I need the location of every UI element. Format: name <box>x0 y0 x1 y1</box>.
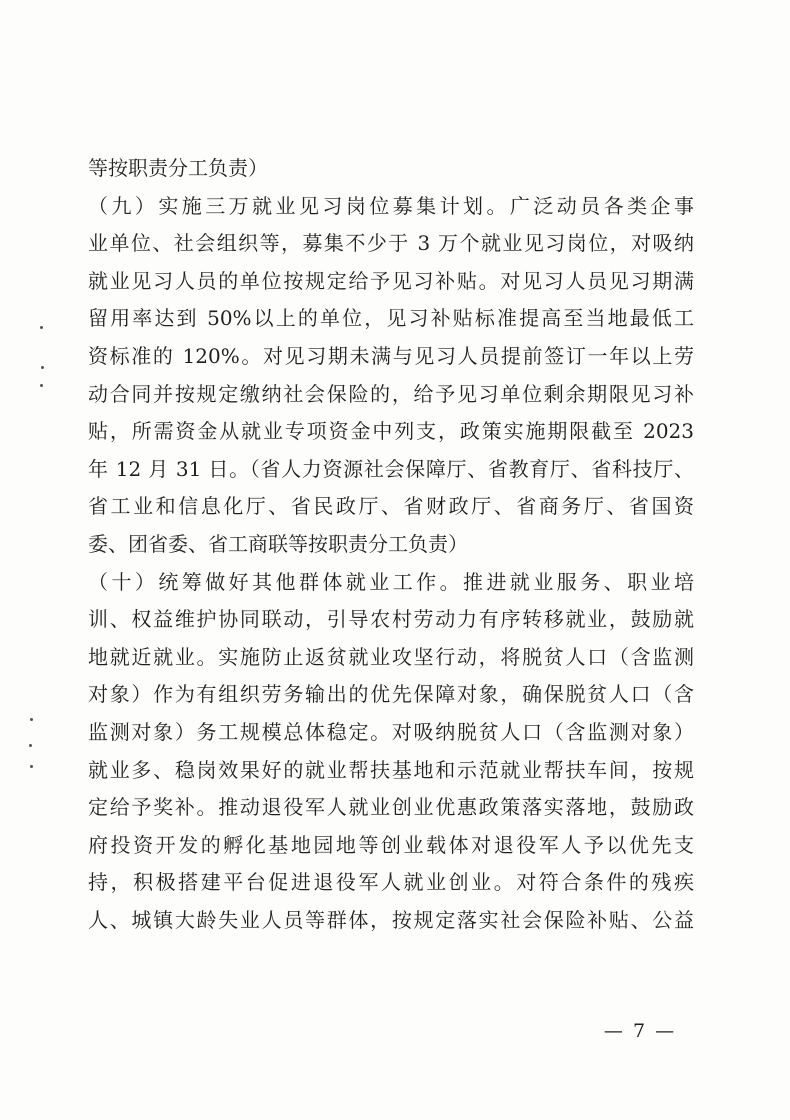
text-line: 府投资开发的孵化基地园地等创业载体对退役军人予以优先支 <box>88 832 694 857</box>
text-line: 训、权益维护协同联动，引导农村劳动力有序转移就业，鼓励就 <box>88 607 694 632</box>
text-line: 委、团省委、省工商联等按职责分工负责） <box>88 531 468 556</box>
text-line: 省工业和信息化厅、省民政厅、省财政厅、省商务厅、省国资 <box>88 494 694 519</box>
text-line: 等按职责分工负责） <box>88 156 268 180</box>
text-line: 对象）作为有组织劳务输出的优先保障对象，确保脱贫人口（含 <box>88 682 694 707</box>
text-line: 就业多、稳岗效果好的就业帮扶基地和示范就业帮扶车间，按规 <box>88 757 694 782</box>
scan-speck <box>29 744 32 747</box>
text-line: （九）实施三万就业见习岗位募集计划。广泛动员各类企事 <box>88 193 694 218</box>
text-line: 就业见习人员的单位按规定给予见习补贴。对见习人员见习期满 <box>88 268 694 293</box>
scan-speck <box>30 765 33 768</box>
text-line: 人、城镇大龄失业人员等群体，按规定落实社会保险补贴、公益 <box>88 907 694 932</box>
page-number: — 7 — <box>603 1020 677 1042</box>
text-line: 资标准的 120%。对见习期未满与见习人员提前签订一年以上劳 <box>88 343 694 368</box>
scan-speck <box>40 326 43 329</box>
text-line: 贴，所需资金从就业专项资金中列支，政策实施期限截至 2023 <box>88 419 694 444</box>
scan-speck <box>41 366 44 369</box>
text-line: 定给予奖补。推动退役军人就业创业优惠政策落实落地，鼓励政 <box>88 795 694 820</box>
text-line: 业单位、社会组织等，募集不少于 3 万个就业见习岗位，对吸纳 <box>88 231 694 256</box>
scan-speck <box>40 384 43 387</box>
scan-speck <box>30 718 33 721</box>
text-line: 地就近就业。实施防止返贫就业攻坚行动，将脱贫人口（含监测 <box>88 644 694 669</box>
text-line: 动合同并按规定缴纳社会保险的，给予见习单位剩余期限见习补 <box>88 381 694 406</box>
text-line: 留用率达到 50%以上的单位，见习补贴标准提高至当地最低工 <box>88 306 694 331</box>
text-line: 年 12 月 31 日。（省人力资源社会保障厅、省教育厅、省科技厅、 <box>88 456 694 481</box>
text-line: 监测对象）务工规模总体稳定。对吸纳脱贫人口（含监测对象） <box>88 719 694 744</box>
document-body <box>88 150 694 939</box>
text-line: 持，积极搭建平台促进退役军人就业创业。对符合条件的残疾 <box>88 870 694 895</box>
text-line: （十）统筹做好其他群体就业工作。推进就业服务、职业培 <box>88 569 694 594</box>
